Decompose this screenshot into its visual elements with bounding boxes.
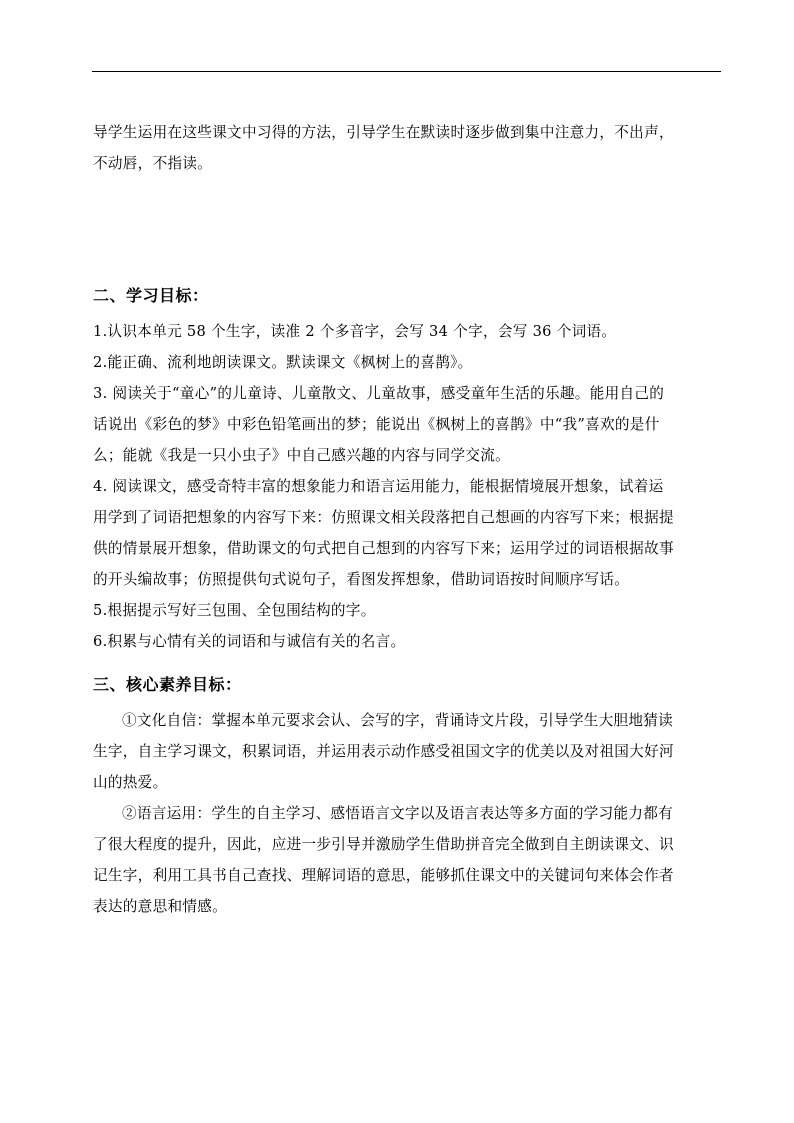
list-item-continuation: 的开头编故事；仿照提供句式说句子，看图发挥想象，借助词语按时间顺序写话。	[93, 571, 630, 588]
list-item: 5.根据提示写好三包围、全包围结构的字。	[93, 602, 376, 619]
list-item-continuation: 用学到了词语把想象的内容写下来：仿照课文相关段落把自己想画的内容写下来；根据提	[93, 509, 674, 526]
text-line: 山的热爱。	[93, 774, 168, 791]
paragraph-first-line: ①文化自信：掌握本单元要求会认、会写的字，背诵诗文片段，引导学生大胆地猜读	[122, 712, 674, 729]
text-line: 了很大程度的提升，因此，应进一步引导并激励学生借助拼音完全做到自主朗读课文、识	[93, 836, 674, 853]
list-item: 3. 阅读关于“童心”的儿童诗、儿童散文、儿童故事，感受童年生活的乐趣。能用自己的	[93, 385, 665, 402]
list-item-continuation: 话说出《彩色的梦》中彩色铅笔画出的梦；能说出《枫树上的喜鹊》中“我”喜欢的是什	[93, 416, 660, 433]
list-item-continuation: 供的情景展开想象，借助课文的句式把自己想到的内容写下来；运用学过的词语根据故事	[93, 540, 674, 557]
text-line: 记生字，利用工具书自己查找、理解词语的意思，能够抓住课文中的关键词句来体会作者	[93, 867, 674, 884]
list-item: 2.能正确、流利地朗读课文。默读课文《枫树上的喜鹊》。	[93, 354, 473, 371]
paragraph-first-line: ②语言运用：学生的自主学习、感悟语言文字以及语言表达等多方面的学习能力都有	[122, 805, 674, 822]
text-line: 不动唇，不指读。	[93, 155, 213, 172]
section-heading-core-literacy: 三、核心素养目标：	[93, 675, 242, 694]
intro-paragraph	[93, 117, 725, 179]
list-item: 1.认识本单元 58 个生字，读准 2 个多音字，会写 34 个字，会写 36 个词语。	[93, 323, 617, 340]
list-item: 6.积累与心情有关的词语和与诚信有关的名言。	[93, 633, 406, 650]
text-line: 导学生运用在这些课文中习得的方法，引导学生在默读时逐步做到集中注意力，不出声，	[93, 124, 674, 141]
learning-goals-list	[93, 316, 725, 657]
text-line: 生字，自主学习课文，积累词语，并运用表示动作感受祖国文字的优美以及对祖国大好河	[93, 743, 674, 760]
core-literacy-paragraphs	[93, 705, 725, 922]
header-rule	[92, 71, 721, 72]
text-line: 表达的意思和情感。	[93, 898, 228, 915]
list-item: 4. 阅读课文，感受奇特丰富的想象能力和语言运用能力，能根据情境展开想象，试着运	[93, 478, 664, 495]
list-item-continuation: 么；能就《我是一只小虫子》中自己感兴趣的内容与同学交流。	[93, 447, 511, 464]
section-heading-learning-goals: 二、学习目标：	[93, 286, 209, 305]
